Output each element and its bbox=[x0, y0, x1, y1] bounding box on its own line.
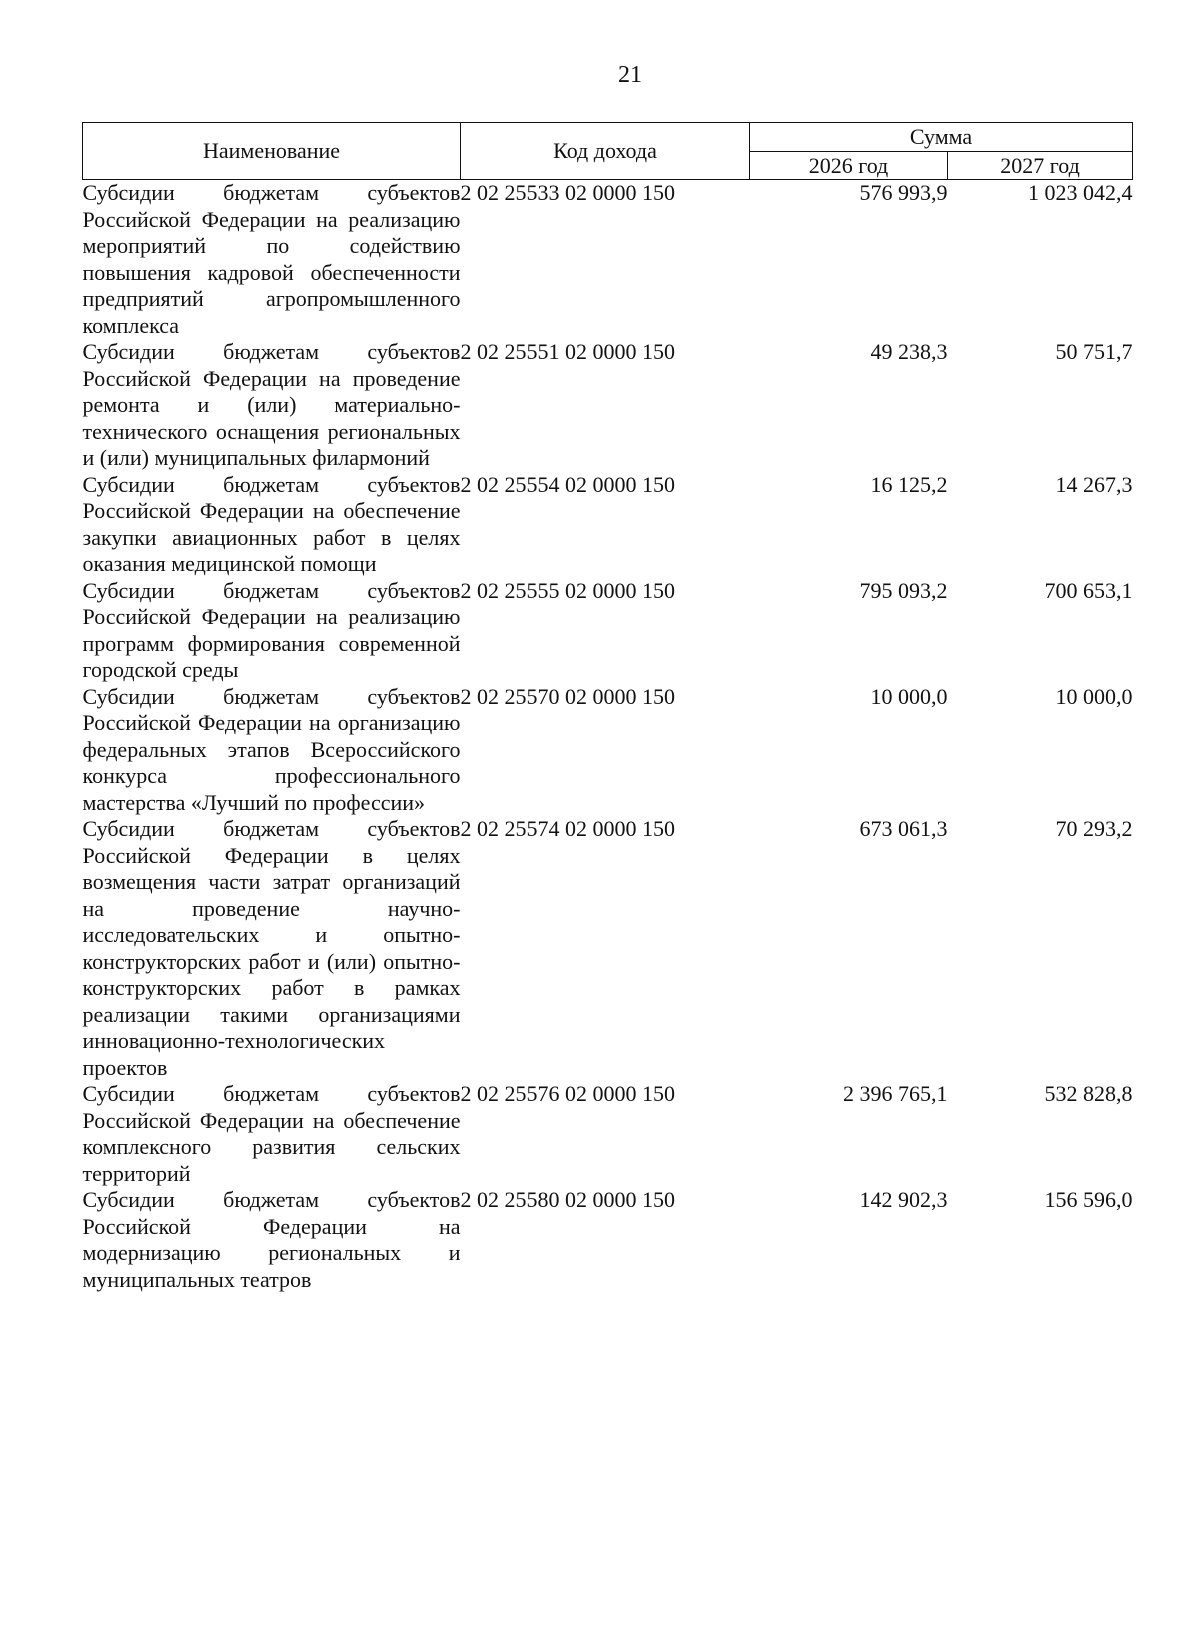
table-row bbox=[83, 1081, 1133, 1187]
header-sum: Сумма bbox=[750, 123, 1133, 152]
row-name: Субсидии бюджетам субъектов Российской Федерации на реализацию программ формирования современной городской среды bbox=[82, 577, 461, 682]
row-sum-2026: 673 061,3 bbox=[859, 816, 948, 841]
row-sum-2026: 10 000,0 bbox=[870, 683, 948, 709]
table-row bbox=[83, 180, 1133, 340]
row-sum-2027: 700 653,1 bbox=[1044, 577, 1133, 603]
row-sum-2027: 70 293,2 bbox=[1055, 816, 1133, 841]
row-sum-2027: 1 023 042,4 bbox=[1028, 180, 1133, 205]
header-year-2026: 2026 год bbox=[750, 152, 948, 180]
row-name: Субсидии бюджетам субъектов Российской Федерации на обеспечение комплексного развития сельских территорий bbox=[82, 1081, 461, 1186]
table-row bbox=[83, 1187, 1133, 1293]
header-year-2027: 2027 год bbox=[948, 152, 1133, 180]
table-header bbox=[83, 123, 1133, 180]
row-code: 2 02 25580 02 0000 150 bbox=[460, 1187, 675, 1212]
row-code: 2 02 25576 02 0000 150 bbox=[460, 1081, 675, 1106]
row-sum-2027: 14 267,3 bbox=[1055, 471, 1133, 497]
row-sum-2027: 156 596,0 bbox=[1044, 1187, 1133, 1212]
row-name: Субсидии бюджетам субъектов Российской Федерации на обеспечение закупки авиационных работ в целях оказания медицинской помощи bbox=[82, 471, 461, 576]
row-sum-2026: 576 993,9 bbox=[859, 180, 948, 205]
row-sum-2027: 10 000,0 bbox=[1055, 683, 1133, 709]
header-name: Наименование bbox=[83, 123, 461, 180]
table-row bbox=[83, 472, 1133, 578]
row-name: Субсидии бюджетам субъектов Российской Федерации на проведение ремонта и (или) материально-технического оснащения региональных и (или) муниципальных филармоний bbox=[82, 339, 461, 470]
table-row bbox=[83, 684, 1133, 817]
row-name: Субсидии бюджетам субъектов Российской Федерации в целях возмещения части затрат организаций на проведение научно-исследовательских и опытно-конструкторских работ и (или) опытно-конструкторских работ в рамках реализации такими организациями инновационно-технологических проектов bbox=[82, 816, 461, 1080]
row-sum-2027: 532 828,8 bbox=[1044, 1081, 1133, 1106]
row-code: 2 02 25551 02 0000 150 bbox=[460, 339, 675, 364]
row-code: 2 02 25555 02 0000 150 bbox=[460, 577, 675, 603]
row-sum-2026: 49 238,3 bbox=[870, 339, 948, 364]
row-name: Субсидии бюджетам субъектов Российской Федерации на реализацию мероприятий по содействию повышения кадровой обеспеченности предприятий агропромышленного комплекса bbox=[82, 180, 461, 338]
row-code: 2 02 25570 02 0000 150 bbox=[460, 683, 675, 709]
row-name: Субсидии бюджетам субъектов Российской Федерации на организацию федеральных этапов Всероссийского конкурса профессионального мастерства «Лучший по профессии» bbox=[82, 683, 461, 815]
row-code: 2 02 25574 02 0000 150 bbox=[460, 816, 675, 841]
table-row bbox=[83, 578, 1133, 684]
row-sum-2026: 16 125,2 bbox=[870, 471, 948, 497]
row-code: 2 02 25533 02 0000 150 bbox=[460, 180, 675, 205]
row-sum-2026: 142 902,3 bbox=[859, 1187, 948, 1212]
row-name: Субсидии бюджетам субъектов Российской Федерации на модернизацию региональных и муниципальных театров bbox=[82, 1187, 461, 1292]
table-row bbox=[83, 339, 1133, 472]
budget-table bbox=[82, 122, 1133, 1293]
page-number: 21 bbox=[618, 62, 642, 88]
row-sum-2026: 795 093,2 bbox=[859, 577, 948, 603]
header-code: Код дохода bbox=[461, 123, 750, 180]
table-row bbox=[83, 816, 1133, 1081]
table-body bbox=[83, 180, 1133, 1294]
row-sum-2027: 50 751,7 bbox=[1055, 339, 1133, 364]
row-sum-2026: 2 396 765,1 bbox=[843, 1081, 948, 1106]
row-code: 2 02 25554 02 0000 150 bbox=[460, 471, 675, 497]
